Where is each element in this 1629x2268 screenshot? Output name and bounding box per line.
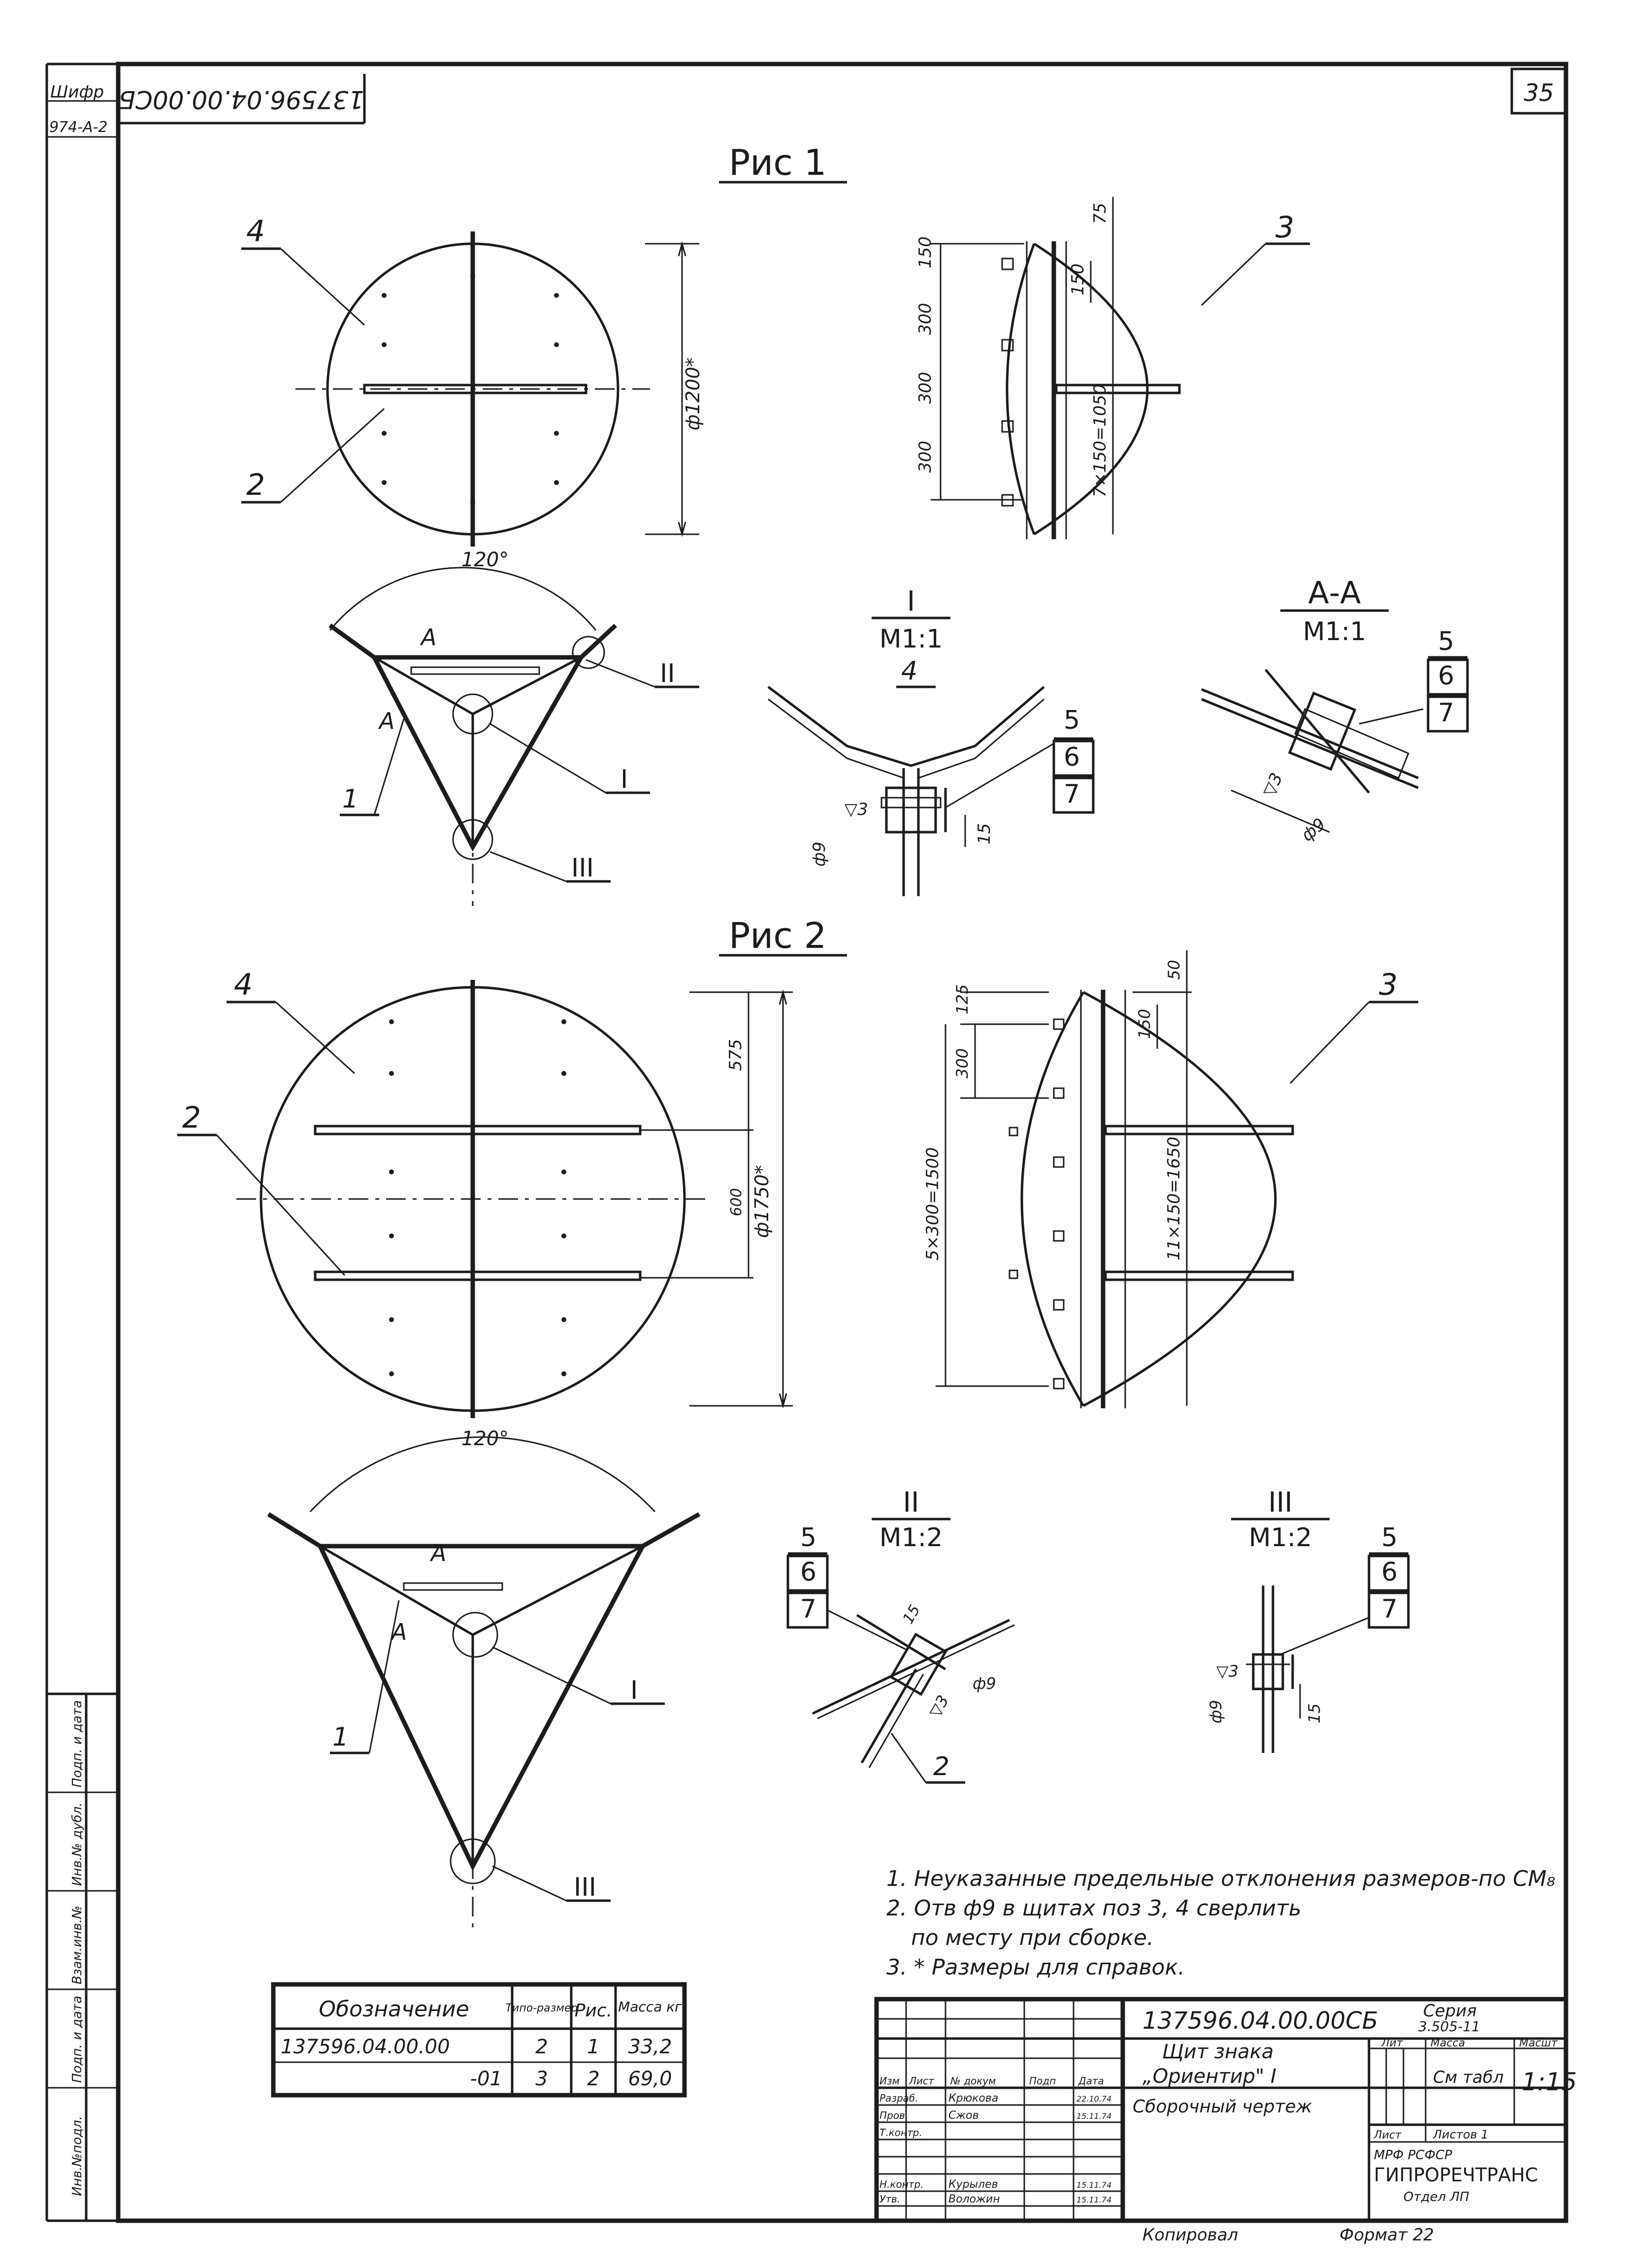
tb-role-0: Разраб. — [880, 2092, 918, 2104]
fig1-node-III: III — [571, 853, 594, 883]
fig1-section-AA — [1202, 575, 1467, 845]
note-2: 2. Отв ф9 в щитах поз 3, 4 сверлить — [886, 1896, 1302, 1921]
tb-role-1-name: Сжов — [948, 2109, 979, 2122]
tb-role-2: Т.контр. — [880, 2127, 922, 2138]
section-AA-pos-5: 5 — [1438, 627, 1455, 656]
fig1-diameter: ф1200* — [682, 357, 704, 431]
tb-role-1-date: 15.11.74 — [1076, 2111, 1112, 2121]
detail-I-weld: ▽3 — [845, 800, 868, 819]
fig2-detail-III — [1206, 1487, 1408, 1753]
tb-col-izm: Изм — [880, 2075, 900, 2087]
detail-II-title: II — [903, 1487, 919, 1519]
fig2-side-d125: 125 — [953, 984, 972, 1014]
tb-scale-label: Масшт — [1519, 2037, 1558, 2049]
fig1-pos-1: 1 — [342, 784, 359, 814]
detail-II-pos-5: 5 — [800, 1523, 817, 1553]
spec-row-0-mass: 33,2 — [628, 2036, 672, 2058]
fig2-node-III: III — [574, 1873, 597, 1902]
side-stamp-4: Подп. и дата — [70, 1700, 85, 1787]
fig1-side-d75: 75 — [1090, 202, 1110, 224]
fig2-pos-2: 2 — [182, 1101, 201, 1135]
fig1-side-d150: 150 — [1068, 263, 1088, 295]
detail-III-scale: М1:2 — [1248, 1523, 1312, 1553]
fig2-side-d50: 50 — [1165, 960, 1183, 980]
tb-col-docnum: № докум — [950, 2075, 996, 2087]
detail-III-title: III — [1268, 1487, 1293, 1519]
tb-mass-label: Масса — [1431, 2037, 1466, 2049]
note-3: 3. * Размеры для справок. — [886, 1955, 1185, 1980]
spec-header-0: Обозначение — [319, 1997, 469, 2022]
side-stamp-3: Инв.№ дубл. — [70, 1802, 85, 1886]
fig2-d575: 575 — [726, 1039, 746, 1071]
spec-row-1-size: 3 — [535, 2068, 548, 2090]
detail-III-weld: ▽3 — [1216, 1662, 1238, 1681]
spec-row-1-mass: 69,0 — [628, 2068, 672, 2090]
fig2-top-view — [268, 1427, 699, 1930]
note-1: 1. Неуказанные предельные отклонения размеров-по СМ₈ — [886, 1866, 1556, 1891]
fig1-node-II: II — [660, 659, 675, 688]
tb-org-2: Отдел ЛП — [1403, 2190, 1469, 2204]
tb-col-list: Лист — [909, 2075, 934, 2087]
tb-series-value: 3.505-11 — [1418, 2018, 1480, 2035]
fig2-front-view — [177, 968, 793, 1418]
fig2-node-I: I — [630, 1676, 638, 1705]
fig1-side-dim-2: 300 — [915, 372, 935, 404]
tb-title-0: Щит знака — [1162, 2041, 1274, 2063]
fig1-side-dim-0: 150 — [915, 236, 935, 268]
fig2-side-d150: 150 — [1135, 1008, 1154, 1039]
spec-row-0-fig: 1 — [587, 2036, 600, 2058]
fig2-pos-1: 1 — [332, 1722, 349, 1752]
tb-org-0: МРФ РСФСР — [1374, 2148, 1452, 2163]
section-AA-weld: ▽3 — [1259, 770, 1287, 800]
detail-III-pos-6: 6 — [1381, 1557, 1398, 1587]
shifr-label: Шифр — [50, 82, 104, 102]
fig2-title: Рис 2 — [729, 915, 827, 956]
tb-doc-code: 137596.04.00.00СБ — [1142, 2007, 1378, 2035]
fig2-sec-a1: А — [431, 1540, 447, 1566]
section-AA-pos-7: 7 — [1438, 698, 1455, 728]
detail-I-pos-4: 4 — [901, 656, 918, 686]
spec-row-1-fig: 2 — [587, 2068, 600, 2090]
tb-role-4-date: 15.11.74 — [1076, 2195, 1112, 2204]
title-block — [877, 1999, 1577, 2221]
side-stamp-1: Подп. и дата — [70, 1995, 85, 2083]
fig1-pos-4: 4 — [246, 214, 265, 249]
detail-II-weld: ▽3 — [925, 1692, 953, 1720]
section-AA-scale: М1:1 — [1303, 617, 1367, 647]
detail-I-pos-5: 5 — [1064, 706, 1080, 735]
tb-series-label: Серия — [1423, 2001, 1477, 2021]
fig1-node-I: I — [620, 765, 628, 794]
tb-role-0-name: Крюкова — [948, 2092, 999, 2105]
detail-I-d15: 15 — [975, 823, 994, 844]
detail-III-pos-7: 7 — [1381, 1594, 1398, 1624]
detail-I-pos-6: 6 — [1064, 743, 1080, 772]
section-AA-title: А-А — [1308, 575, 1361, 611]
detail-III-hole: ф9 — [1206, 1700, 1225, 1723]
spec-row-0-code: 137596.04.00.00 — [281, 2036, 450, 2058]
tb-title-2: Сборочный чертеж — [1133, 2097, 1312, 2117]
detail-I-scale: М1:1 — [879, 624, 943, 654]
section-AA-pos-6: 6 — [1438, 661, 1455, 691]
tb-mass-value: См табл — [1433, 2068, 1504, 2087]
detail-II-hole: ф9 — [973, 1674, 996, 1693]
spec-header-3: Масса кг — [618, 1999, 682, 2015]
tb-col-date: Дата — [1078, 2075, 1104, 2087]
fig1-pos-2: 2 — [246, 468, 265, 502]
fig2-side-pos-3: 3 — [1379, 968, 1398, 1002]
detail-I-pos-7: 7 — [1064, 779, 1080, 809]
mirrored-doc-code: 137596.04.00.00СБ — [118, 85, 364, 114]
side-stamp-2: Взам.инв.№ — [70, 1906, 85, 1984]
fig1-side-dim-1: 300 — [915, 303, 935, 335]
fig1-angle: 120° — [461, 549, 509, 571]
fig1-top-view — [330, 549, 699, 906]
tb-title-1: „Ориентир" I — [1142, 2065, 1276, 2088]
spec-row-1-code: -01 — [470, 2068, 502, 2090]
tb-sheets-label: Листов 1 — [1433, 2128, 1489, 2141]
fig2-side-d300: 300 — [953, 1048, 972, 1078]
tb-role-4: Утв. — [880, 2193, 900, 2205]
fig1-side-view — [915, 197, 1310, 539]
fig1-sec-a2: А — [379, 708, 395, 734]
note-2-cont: по месту при сборке. — [911, 1925, 1154, 1950]
detail-I-title: I — [907, 585, 915, 617]
fig2-side-view — [923, 950, 1418, 1408]
side-stamp-0: Инв.№подл. — [70, 2116, 85, 2196]
notes — [886, 1866, 1555, 1980]
tb-role-0-date: 22.10.74 — [1076, 2094, 1112, 2104]
fig2-diameter: ф1750* — [751, 1165, 773, 1238]
detail-III-d15: 15 — [1305, 1703, 1324, 1723]
fig2-side-pitch-a: 5×300=1500 — [923, 1147, 943, 1261]
fig2-angle: 120° — [461, 1427, 509, 1450]
detail-III-pos-5: 5 — [1381, 1523, 1398, 1553]
detail-II-d15: 15 — [899, 1602, 924, 1627]
detail-II-pos-2: 2 — [933, 1752, 950, 1782]
sheet-number: 35 — [1524, 79, 1554, 107]
detail-II-pos-7: 7 — [800, 1594, 817, 1624]
fig2-d600: 600 — [728, 1188, 745, 1216]
spec-header-2: Рис. — [574, 2001, 613, 2021]
tb-col-sign: Подп — [1029, 2075, 1056, 2087]
fig1-title: Рис 1 — [729, 142, 827, 183]
spec-row-0-size: 2 — [535, 2036, 548, 2058]
fig1-sec-a1: А — [421, 624, 437, 650]
tb-role-3-name: Курылев — [948, 2178, 998, 2191]
tb-lit-label: Лит — [1381, 2037, 1403, 2049]
shifr-value: 974-А-2 — [49, 119, 108, 136]
tb-org-1: ГИПРОРЕЧТРАНС — [1374, 2164, 1538, 2186]
side-stamp — [47, 1694, 118, 2221]
spec-table — [273, 1984, 684, 2095]
detail-II-pos-6: 6 — [800, 1557, 817, 1587]
section-AA-hole: ф9 — [1298, 814, 1330, 845]
detail-I-hole: ф9 — [810, 842, 829, 867]
fig1-side-dim-3: 300 — [915, 441, 935, 473]
fig1-side-pitch: 7×150=1050 — [1090, 384, 1110, 497]
fig2-side-pitch-b: 11×150=1650 — [1164, 1136, 1184, 1261]
fig2-detail-II — [788, 1487, 1014, 1782]
detail-II-scale: М1:2 — [879, 1523, 943, 1553]
tb-role-1: Пров. — [880, 2109, 909, 2121]
tb-scale-value: 1:15 — [1522, 2068, 1577, 2096]
fig2-pos-4: 4 — [234, 968, 253, 1002]
fig2-sec-a2: А — [391, 1619, 407, 1645]
fig1-side-pos-3: 3 — [1275, 210, 1295, 245]
fig1-detail-I — [768, 585, 1093, 896]
fig1-front-view — [241, 214, 704, 547]
tb-role-3-date: 15.11.74 — [1076, 2180, 1112, 2190]
footer-format: Формат 22 — [1339, 2225, 1434, 2245]
spec-header-1: Типо-размер — [505, 2002, 578, 2014]
sheet-frame — [47, 64, 1566, 2221]
tb-role-4-name: Воложин — [948, 2193, 1000, 2205]
footer-copied: Копировал — [1142, 2225, 1238, 2245]
tb-sheet-label: Лист — [1374, 2129, 1401, 2141]
tb-role-3: Н.контр. — [880, 2178, 924, 2190]
